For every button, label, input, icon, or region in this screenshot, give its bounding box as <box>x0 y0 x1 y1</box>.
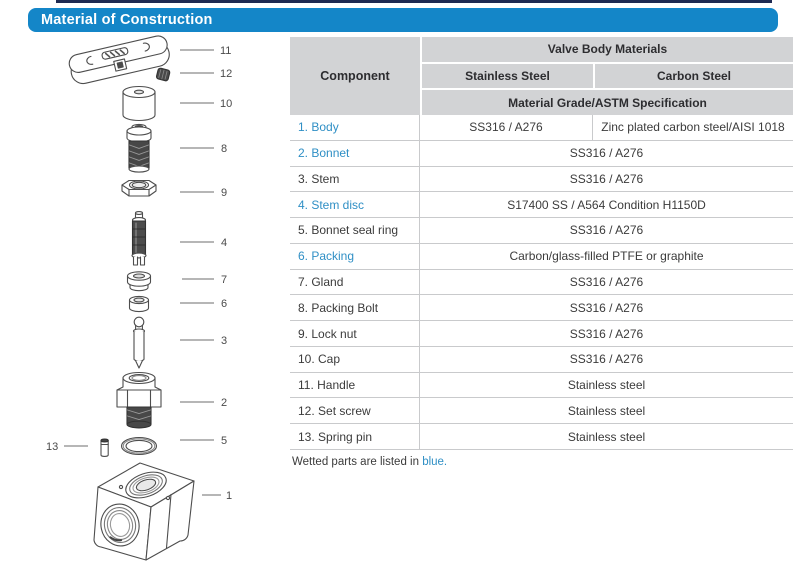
callout-label-11: 11 <box>220 45 232 57</box>
component-cell: 7. Gland <box>290 270 420 295</box>
col-header-valve-body-materials: Valve Body Materials <box>422 37 793 62</box>
table-row <box>290 347 793 373</box>
table-row <box>290 373 793 399</box>
component-cell: 4. Stem disc <box>290 192 420 217</box>
component-cell: 10. Cap <box>290 347 420 372</box>
wetted-parts-footnote <box>290 456 793 468</box>
stem-part <box>134 317 145 368</box>
footnote-blue-word: blue. <box>422 455 448 468</box>
col-header-component: Component <box>290 37 420 115</box>
material-value-cell: Stainless steel <box>567 403 646 418</box>
handle-part <box>67 35 171 86</box>
bonnet-part <box>117 373 161 428</box>
table-row <box>290 321 793 347</box>
callout-label-10: 10 <box>220 98 233 110</box>
material-value-cell: Stainless steel <box>567 429 646 444</box>
table-row <box>290 115 793 141</box>
cap-part <box>123 87 155 121</box>
page-title: Material of Construction <box>41 12 213 28</box>
callout-label-2: 2 <box>221 397 228 409</box>
set-screw-part <box>156 68 170 82</box>
material-value-cell: SS316 / A276 <box>569 146 644 161</box>
component-cell: 1. Body <box>290 115 420 140</box>
spring-pin-part <box>101 439 108 456</box>
table-row <box>290 141 793 167</box>
component-cell: 5. Bonnet seal ring <box>290 218 420 243</box>
callout-label-9: 9 <box>221 187 228 199</box>
callout-label-3: 3 <box>221 335 228 347</box>
col-header-stainless-steel: Stainless Steel <box>422 64 593 89</box>
callout-label-1: 1 <box>226 490 233 502</box>
table-header <box>290 37 793 115</box>
callout-label-4: 4 <box>221 237 228 249</box>
footnote-text: Wetted parts are listed in <box>292 455 423 468</box>
table-row <box>290 424 793 450</box>
component-cell: 8. Packing Bolt <box>290 295 420 320</box>
material-value-cell: SS316 / A276 <box>569 274 644 289</box>
bonnet-seal-ring-part <box>122 438 157 455</box>
component-cell: 2. Bonnet <box>290 141 420 166</box>
callout-label-6: 6 <box>221 298 228 310</box>
valve-exploded-diagram <box>0 35 262 570</box>
component-cell: 12. Set screw <box>290 398 420 423</box>
component-cell: 6. Packing <box>290 244 420 269</box>
table-row <box>290 270 793 296</box>
material-of-construction-table <box>290 37 793 468</box>
callout-label-7: 7 <box>221 274 228 286</box>
packing-part <box>130 296 149 311</box>
callout-label-12: 12 <box>220 68 233 80</box>
table-body <box>290 115 793 450</box>
table-row <box>290 218 793 244</box>
callout-label-8: 8 <box>221 143 228 155</box>
component-cell: 9. Lock nut <box>290 321 420 346</box>
table-row <box>290 295 793 321</box>
material-value-cell: SS316 / A276 <box>569 300 644 315</box>
callout-label-13: 13 <box>46 441 59 453</box>
valve-body-part <box>94 463 194 560</box>
table-row <box>290 167 793 193</box>
gland-part <box>128 272 151 291</box>
component-cell: 3. Stem <box>290 167 420 192</box>
material-value-cell: Carbon/glass-filled PTFE or graphite <box>509 249 704 264</box>
col-header-carbon-steel: Carbon Steel <box>595 64 793 89</box>
material-value-cell: SS316 / A276 <box>569 326 644 341</box>
table-row <box>290 192 793 218</box>
valve-diagram-svg <box>0 35 262 570</box>
top-divider-line <box>56 0 772 3</box>
section-header-bar <box>28 8 778 32</box>
packing-bolt-part <box>127 124 151 172</box>
callout-label-5: 5 <box>221 435 228 447</box>
material-value-cell: SS316 / A276 <box>569 352 644 367</box>
carbon-value-cell: Zinc plated carbon steel/AISI 1018 <box>601 120 785 135</box>
component-cell: 11. Handle <box>290 373 420 398</box>
table-row <box>290 244 793 270</box>
material-value-cell: SS316 / A276 <box>569 223 644 238</box>
lock-nut-part <box>122 181 156 197</box>
material-value-cell: SS316 / A276 <box>569 171 644 186</box>
material-value-cell: Stainless steel <box>567 378 646 393</box>
component-cell: 13. Spring pin <box>290 424 420 449</box>
material-value-cell: S17400 SS / A564 Condition H1150D <box>507 197 706 212</box>
col-header-material-grade-spec: Material Grade/ASTM Specification <box>422 90 793 115</box>
stainless-value-cell: SS316 / A276 <box>420 115 593 140</box>
table-row <box>290 398 793 424</box>
stem-disc-part <box>132 212 146 265</box>
